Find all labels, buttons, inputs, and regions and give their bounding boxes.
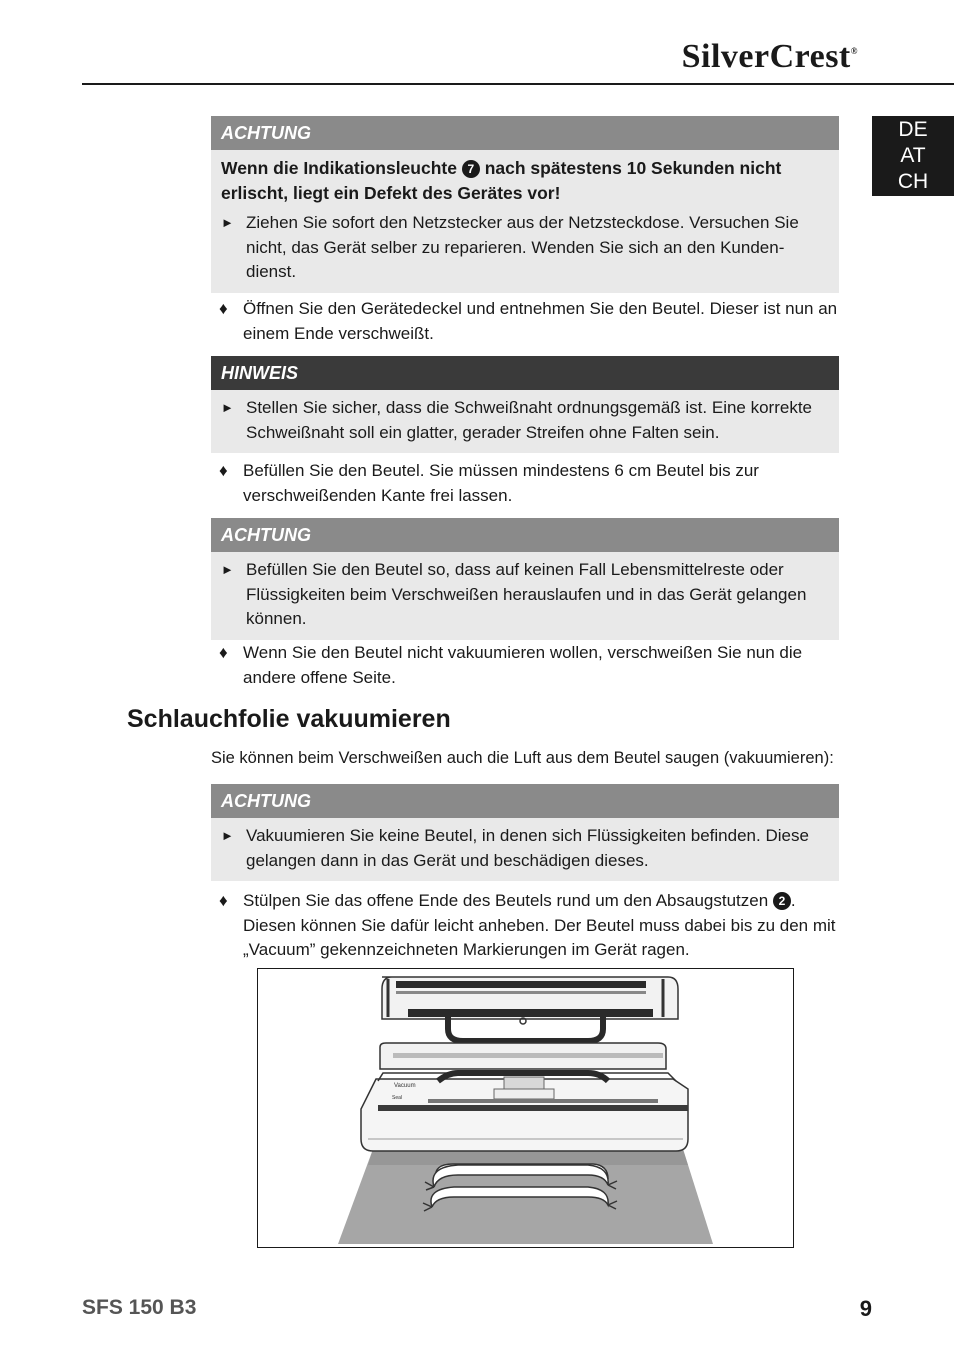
warning-bold-text: Wenn die Indikationsleuchte 7 nach spätestens 10 Sekunden nicht erlischt, liegt ein Defekt des Gerätes vor! [221,158,782,203]
diamond-bullet-icon: ♦ [219,643,228,662]
arrow-right-icon: ► [221,562,234,577]
page-number: 9 [859,1296,872,1321]
instruction-para-4: ♦ Stülpen Sie das offene Ende des Beutels rund um den Absaugstutzen 2 . Diesen können Sie dafür leicht anheben. Der Beutel muss dabei bis zu den mit „Vacuum” gekennzeichneten Markierungen im Gerät ragen. [219,891,836,959]
language-tab [872,116,954,196]
diamond-bullet-icon: ♦ [219,461,228,480]
section-title: Schlauchfolie vakuumieren [127,705,451,733]
device-illustration [257,968,794,1248]
lang-at: AT [900,144,926,167]
footer-model: SFS 150 B3 [82,1296,197,1319]
note-heading: HINWEIS [211,356,839,390]
seal-label: Seal [392,1095,403,1101]
instruction-para-3: ♦ Wenn Sie den Beutel nicht vakuumieren wollen, verschweißen Sie nun die andere offene Seite. [219,643,803,687]
warning-box-1 [211,116,839,293]
section-intro: Sie können beim Verschweißen auch die Luft aus dem Beutel saugen (vakuumieren): [211,749,834,767]
brand-logo: SilverCrest® [681,38,858,75]
warning-heading: ACHTUNG [211,518,839,552]
lang-ch: CH [897,170,929,193]
warning-box-3 [211,784,839,881]
vacuum-sealer-drawing [258,969,793,1247]
diamond-bullet-icon: ♦ [219,299,228,318]
arrow-right-icon: ► [221,828,234,843]
lang-de: DE [898,118,928,141]
warning-item: ► Ziehen Sie sofort den Netzstecker aus der Netzsteckdose. Versuchen Sie nicht, das Gerät selber zu reparieren. Wenden Sie sich an den Kundendienst. [221,213,799,281]
note-box [211,356,839,453]
vacuum-label: Vacuum [394,1083,416,1089]
nozzle-2-icon: 2 [773,892,791,910]
note-item: ► Stellen Sie sicher, dass die Schweißnaht ordnungsgemäß ist. Eine korrekte Schweißnaht soll ein glatter, gerader Streifen ohne Falten sein. [221,398,813,442]
warning-item: ► Befüllen Sie den Beutel so, dass auf keinen Fall Lebensmittelreste oder Flüssigkeiten beim Verschweißen herauslaufen und in das Gerät gelangen können. [221,560,807,628]
indicator-7-icon: 7 [462,160,480,178]
warning-item: ► Vakuumieren Sie keine Beutel, in denen sich Flüssigkeiten befinden. Diese gelangen dann in das Gerät und beschädigen dieses. [221,826,809,870]
warning-box-2 [211,518,839,640]
warning-heading: ACHTUNG [211,116,839,150]
diamond-bullet-icon: ♦ [219,891,228,910]
arrow-right-icon: ► [221,215,234,230]
arrow-right-icon: ► [221,400,234,415]
warning-heading: ACHTUNG [211,784,839,818]
instruction-para-1: ♦ Öffnen Sie den Gerätedeckel und entnehmen Sie den Beutel. Dieser ist nun an einem Ende verschweißt. [219,299,838,343]
instruction-para-2: ♦ Befüllen Sie den Beutel. Sie müssen mindestens 6 cm Beutel bis zur verschweißenden Kante frei lassen. [219,461,759,505]
header-rule [82,83,954,85]
